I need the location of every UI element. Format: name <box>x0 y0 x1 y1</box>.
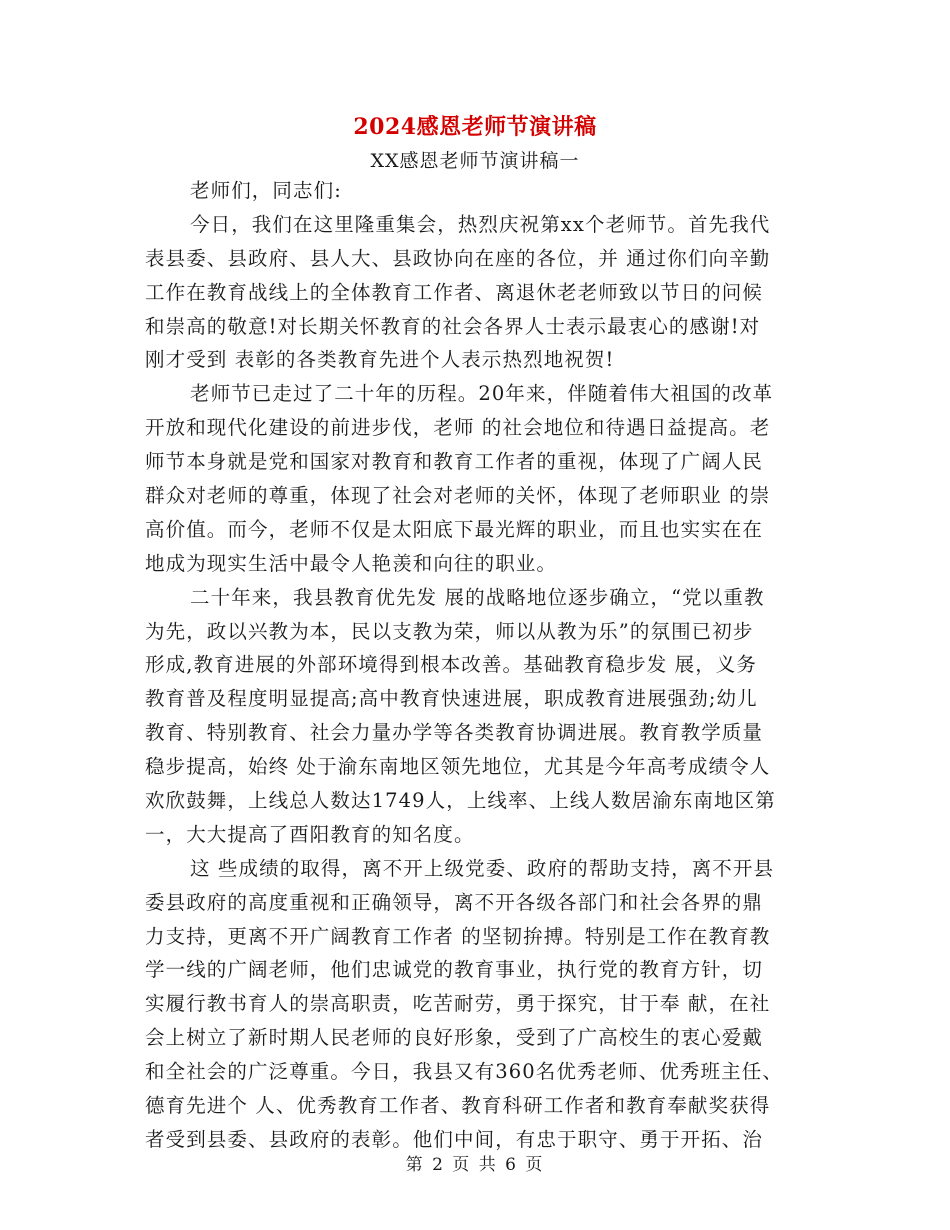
paragraph-line: 群众对老师的尊重，体现了社会对老师的关怀，体现了老师职业 的崇 <box>145 484 771 508</box>
paragraph-line: 和崇高的敬意!对长期关怀教育的社会各界人士表示最衷心的感谢!对 <box>145 314 761 338</box>
paragraph-line: 老师节已走过了二十年的历程。20年来，伴随着伟大祖国的改革 <box>190 382 774 406</box>
paragraph-line: 今日，我们在这里隆重集会，热烈庆祝第xx个老师节。首先我代 <box>190 212 771 236</box>
paragraph-line: 教育普及程度明显提高;高中教育快速进展，职成教育进展强劲;幼儿 <box>145 687 758 711</box>
paragraph-line: 刚才受到 表彰的各类教育先进个人表示热烈地祝贺! <box>145 348 615 372</box>
paragraph-line: 实履行教书育人的崇高职责，吃苦耐劳，勇于探究，甘于奉 献，在社 <box>145 992 771 1016</box>
paragraph-line: 为先，政以兴教为本，民以支教为荣，师以从教为乐”的氛围已初步 <box>145 619 754 643</box>
document-title: 2024感恩老师节演讲稿 <box>353 114 597 140</box>
paragraph-line: 者受到县委、县政府的表彰。他们中间，有忠于职守、勇于开拓、治 <box>145 1127 764 1151</box>
paragraph-line: 欢欣鼓舞，上线总人数达1749人，上线率、上线人数居渝东南地区第 <box>145 789 776 813</box>
paragraph-line: 委县政府的高度重视和正确领导，离不开各级各部门和社会各界的鼎 <box>145 890 764 914</box>
paragraph-line: 力支持，更离不开广阔教育工作者 的坚韧拚搏。特别是工作在教育教 <box>145 924 771 948</box>
paragraph-line: 高价值。而今，老师不仅是太阳底下最光辉的职业，而且也实实在在 <box>145 517 764 541</box>
paragraph-line: 工作在教育战线上的全体教育工作者、离退休老老师致以节日的问候 <box>145 280 764 304</box>
paragraph-line: 形成,教育进展的外部环境得到根本改善。基础教育稳步发 展，义务 <box>145 653 757 677</box>
paragraph-line: 稳步提高，始终 处于渝东南地区领先地位，尤其是今年高考成绩令人 <box>145 755 771 779</box>
paragraph-line: 和全社会的广泛尊重。今日，我县又有360名优秀老师、优秀班主任、 <box>145 1060 783 1084</box>
page-number-footer: 第 2 页 共 6 页 <box>405 1155 545 1175</box>
paragraph-line: 二十年来，我县教育优先发 展的战略地位逐步确立，“党以重教 <box>190 585 765 609</box>
paragraph-line: 开放和现代化建设的前进步伐，老师 的社会地位和待遇日益提高。老 <box>145 416 771 440</box>
document-body <box>145 174 815 1157</box>
paragraph-line: 这 些成绩的取得，离不开上级党委、政府的帮助支持，离不开县 <box>190 856 775 880</box>
salutation-line: 老师们，同志们: <box>190 179 342 202</box>
paragraph-line: 一，大大提高了酉阳教育的知名度。 <box>145 822 475 846</box>
paragraph-line: 地成为现实生活中最令人艳羡和向往的职业。 <box>145 551 558 575</box>
document-subtitle: XX感恩老师节演讲稿一 <box>370 150 580 172</box>
paragraph-line: 会上树立了新时期人民老师的良好形象，受到了广高校生的衷心爱戴 <box>145 1026 764 1050</box>
paragraph-line: 学一线的广阔老师，他们忠诚党的教育事业，执行党的教育方针，切 <box>145 958 764 982</box>
paragraph-line: 师节本身就是党和国家对教育和教育工作者的重视，体现了广阔人民 <box>145 450 764 474</box>
paragraph-line: 表县委、县政府、县人大、县政协向在座的各位，并 通过你们向辛勤 <box>145 246 771 270</box>
paragraph-line: 教育、特别教育、社会力量办学等各类教育协调进展。教育教学质量 <box>145 721 764 745</box>
paragraph-line: 德育先进个 人、优秀教育工作者、教育科研工作者和教育奉献奖获得 <box>145 1094 771 1118</box>
